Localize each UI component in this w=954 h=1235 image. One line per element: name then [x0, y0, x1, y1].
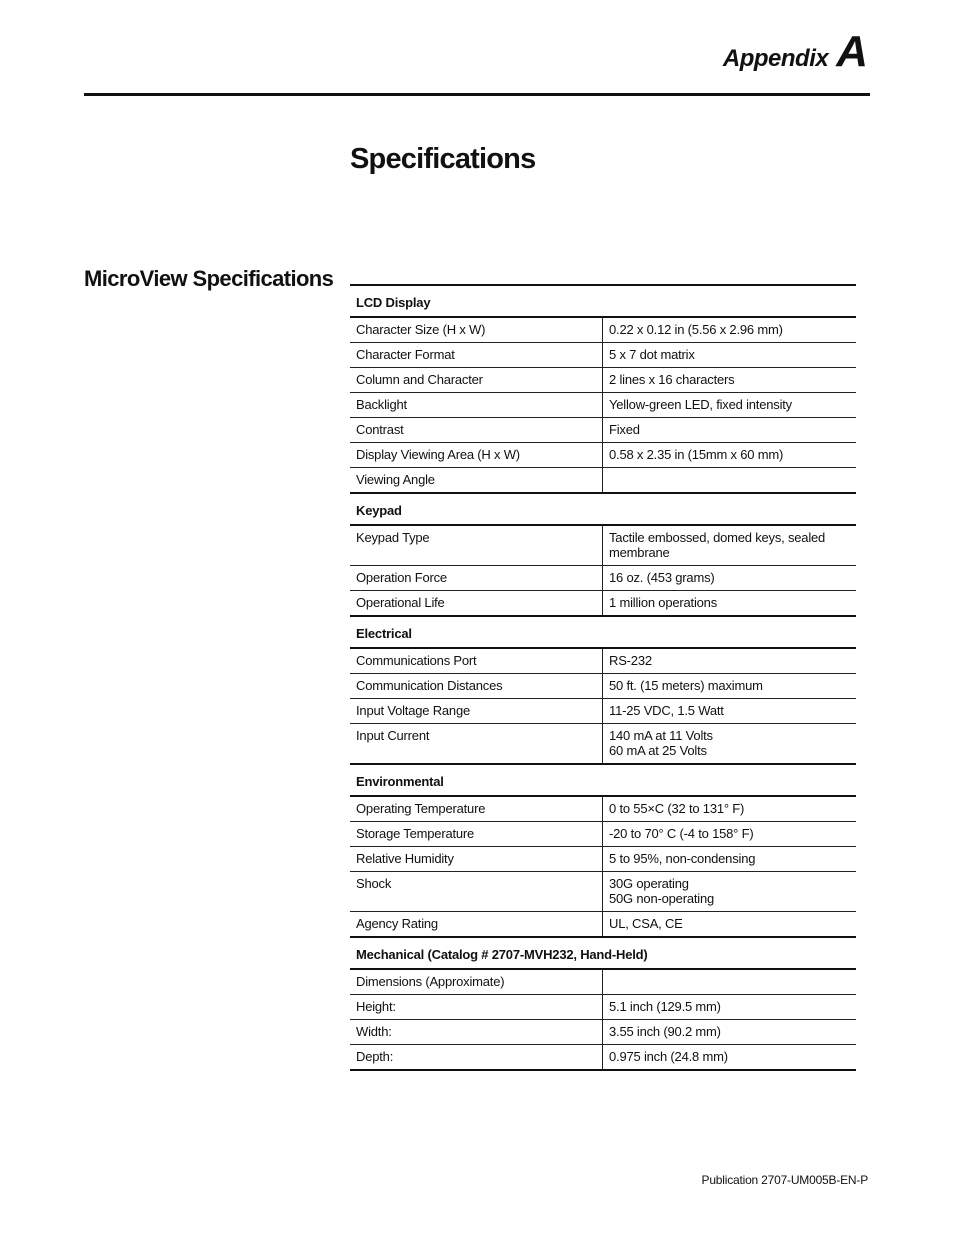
appendix-letter: A — [836, 27, 868, 76]
table-row — [350, 468, 856, 494]
spec-name: Display Viewing Area (H x W) — [350, 443, 603, 467]
section-heading: MicroView Specifications — [84, 266, 334, 291]
publication-footer: Publication 2707-UM005B-EN-P — [701, 1173, 868, 1187]
table-row — [350, 674, 856, 699]
table-row — [350, 847, 856, 872]
spec-value: 30G operating 50G non-operating — [609, 876, 715, 906]
table-row — [350, 724, 856, 765]
spec-name: Relative Humidity — [350, 847, 603, 871]
table-row — [350, 649, 856, 674]
spec-value: 2 lines x 16 characters — [609, 372, 735, 387]
spec-value: 11-25 VDC, 1.5 Watt — [609, 703, 724, 718]
table-row — [350, 1045, 856, 1071]
table-row — [350, 995, 856, 1020]
spec-name: Operation Force — [350, 566, 603, 590]
spec-name: Input Current — [350, 724, 603, 763]
table-row — [350, 699, 856, 724]
spec-name: Input Voltage Range — [350, 699, 603, 723]
spec-value: 5 to 95%, non-condensing — [609, 851, 756, 866]
group-heading: Keypad — [350, 494, 856, 526]
spec-value: Fixed — [609, 422, 640, 437]
spec-value: -20 to 70° C (-4 to 158° F) — [609, 826, 754, 841]
spec-name: Depth: — [350, 1045, 603, 1069]
table-row — [350, 443, 856, 468]
spec-name: Operating Temperature — [350, 797, 603, 821]
spec-value: 5 x 7 dot matrix — [609, 347, 695, 362]
table-row — [350, 797, 856, 822]
group-heading: LCD Display — [350, 286, 856, 318]
group-heading: Environmental — [350, 765, 856, 797]
spec-name: Keypad Type — [350, 526, 603, 565]
appendix-word: Appendix — [722, 45, 829, 72]
spec-value: 3.55 inch (90.2 mm) — [609, 1024, 721, 1039]
spec-value: 5.1 inch (129.5 mm) — [609, 999, 721, 1014]
spec-value: 0.22 x 0.12 in (5.56 x 2.96 mm) — [609, 322, 783, 337]
table-row — [350, 912, 856, 938]
appendix-label — [722, 27, 868, 76]
specifications-table — [350, 284, 856, 1071]
table-row — [350, 343, 856, 368]
spec-value — [603, 468, 856, 492]
table-row — [350, 1020, 856, 1045]
header-rule — [84, 93, 870, 96]
spec-name: Height: — [350, 995, 603, 1019]
spec-value: 0 to 55×C (32 to 131° F) — [609, 801, 745, 816]
table-row — [350, 393, 856, 418]
spec-value: 0.58 x 2.35 in (15mm x 60 mm) — [609, 447, 784, 462]
spec-value: 0.975 inch (24.8 mm) — [609, 1049, 728, 1064]
spec-value: 1 million operations — [609, 595, 718, 610]
group-heading: Electrical — [350, 617, 856, 649]
spec-value: RS-232 — [609, 653, 652, 668]
table-row — [350, 872, 856, 912]
table-row — [350, 418, 856, 443]
spec-name: Character Format — [350, 343, 603, 367]
spec-value — [603, 970, 856, 994]
spec-value: UL, CSA, CE — [609, 916, 683, 931]
spec-name: Storage Temperature — [350, 822, 603, 846]
spec-value: 50 ft. (15 meters) maximum — [609, 678, 763, 693]
spec-name: Agency Rating — [350, 912, 603, 936]
spec-name: Communications Port — [350, 649, 603, 673]
spec-name: Dimensions (Approximate) — [350, 970, 603, 994]
spec-name: Communication Distances — [350, 674, 603, 698]
spec-name: Character Size (H x W) — [350, 318, 603, 342]
spec-value: 16 oz. (453 grams) — [609, 570, 715, 585]
table-row — [350, 318, 856, 343]
spec-name: Contrast — [350, 418, 603, 442]
spec-name: Column and Character — [350, 368, 603, 392]
group-heading: Mechanical (Catalog # 2707-MVH232, Hand-Held) — [350, 938, 856, 970]
table-row — [350, 368, 856, 393]
table-row — [350, 822, 856, 847]
spec-value: 140 mA at 11 Volts 60 mA at 25 Volts — [609, 728, 713, 758]
spec-name: Operational Life — [350, 591, 603, 615]
spec-value: Yellow-green LED, fixed intensity — [609, 397, 792, 412]
spec-value: Tactile embossed, domed keys, sealed membrane — [609, 530, 826, 560]
spec-name: Backlight — [350, 393, 603, 417]
table-row — [350, 591, 856, 617]
table-row — [350, 970, 856, 995]
table-row — [350, 566, 856, 591]
page-title: Specifications — [350, 143, 536, 175]
spec-name: Width: — [350, 1020, 603, 1044]
table-row — [350, 526, 856, 566]
spec-name: Viewing Angle — [350, 468, 603, 492]
spec-name: Shock — [350, 872, 603, 911]
